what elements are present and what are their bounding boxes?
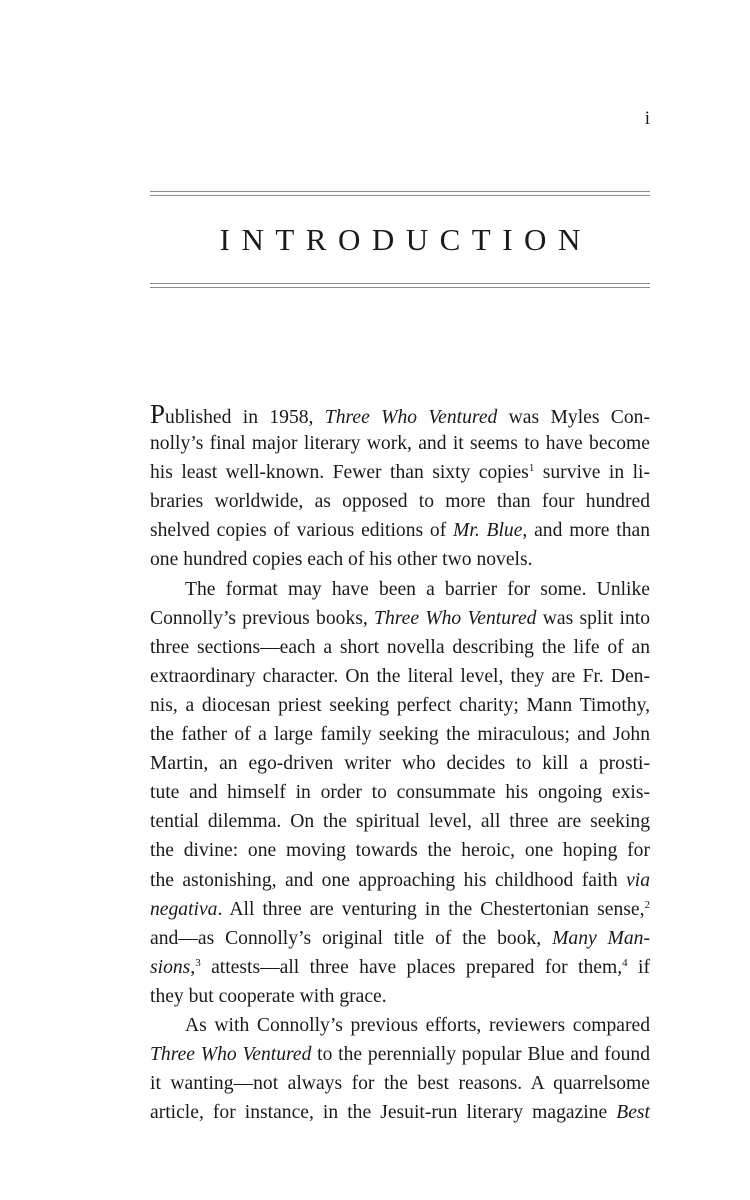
top-rule-inner bbox=[150, 195, 650, 196]
text-line bbox=[150, 1069, 650, 1098]
text-run: article, for instance, in the Jesuit-run literary magazine bbox=[150, 1102, 617, 1124]
text-line bbox=[150, 866, 650, 895]
text-run: Martin, an ego-driven writer who decides to kill a prosti- bbox=[150, 753, 650, 775]
body-text bbox=[150, 400, 650, 1127]
text-run: and—as Connolly’s original title of the book, bbox=[150, 927, 553, 949]
text-line bbox=[150, 633, 650, 662]
footnote-ref: 2 bbox=[644, 898, 650, 911]
text-run: the astonishing, and one approaching his childhood faith bbox=[150, 869, 627, 891]
text-run: nolly’s final major literary work, and it seems to have become bbox=[150, 433, 650, 455]
text-line bbox=[150, 458, 650, 487]
text-run: tute and himself in order to consummate his ongoing exis- bbox=[150, 782, 650, 804]
text-line bbox=[150, 749, 650, 778]
text-line bbox=[150, 400, 650, 429]
text-run: As with Connolly’s previous efforts, reviewers compared bbox=[185, 1014, 650, 1036]
text-line bbox=[150, 778, 650, 807]
text-run: the divine: one moving towards the heroic, one hoping for bbox=[150, 840, 650, 862]
bottom-rule-inner bbox=[150, 283, 650, 284]
text-line bbox=[150, 720, 650, 749]
footnote-ref: 1 bbox=[528, 462, 535, 475]
text-run: shelved copies of various editions of bbox=[150, 520, 454, 542]
bottom-rule-outer bbox=[150, 287, 650, 288]
text-line bbox=[150, 953, 650, 982]
text-run: ublished in 1958, bbox=[165, 407, 325, 428]
text-line bbox=[150, 1098, 650, 1127]
italic-text: Mr. Blue bbox=[453, 520, 523, 542]
text-run: attests—all three have places prepared for them, bbox=[200, 956, 623, 978]
italic-text: Three Who Ventured bbox=[150, 1044, 312, 1066]
footnote-ref: 4 bbox=[622, 956, 628, 969]
text-run: was Myles Con- bbox=[497, 407, 650, 428]
text-run: The format may have been a barrier for some. Unlike bbox=[185, 578, 650, 600]
text-line bbox=[150, 924, 650, 953]
text-run: Connolly’s previous books, bbox=[150, 607, 375, 629]
text-run: if bbox=[627, 956, 650, 978]
text-run: was split into bbox=[536, 607, 650, 629]
text-line bbox=[150, 895, 650, 924]
text-run: extraordinary character. On the literal level, they are Fr. Den- bbox=[150, 665, 650, 687]
text-run: the father of a large family seeking the miraculous; and John bbox=[150, 724, 650, 746]
text-line bbox=[150, 662, 650, 691]
text-line bbox=[150, 545, 650, 574]
text-run: , and more than bbox=[522, 520, 650, 542]
page-number: i bbox=[644, 108, 650, 129]
italic-text: Three Who Ventured bbox=[374, 607, 537, 629]
text-run: it wanting—not always for the best reasons. A quarrelsome bbox=[150, 1073, 650, 1095]
text-run: survive in li- bbox=[534, 462, 650, 484]
chapter-heading: INTRODUCTION bbox=[219, 222, 592, 257]
text-line bbox=[150, 487, 650, 516]
text-line bbox=[150, 982, 650, 1011]
text-run: nis, a diocesan priest seeking perfect charity; Mann Timothy, bbox=[150, 694, 650, 716]
text-line bbox=[150, 691, 650, 720]
footnote-ref: 3 bbox=[195, 956, 201, 969]
text-run: they but cooperate with grace. bbox=[150, 985, 387, 1007]
text-line bbox=[150, 604, 650, 633]
text-run: , bbox=[190, 956, 196, 978]
text-line bbox=[150, 1040, 650, 1069]
italic-text: via bbox=[626, 869, 650, 891]
italic-text: negativa bbox=[150, 898, 218, 920]
top-rule-outer bbox=[150, 191, 650, 192]
text-run: braries worldwide, as opposed to more than four hundred bbox=[150, 491, 650, 513]
text-line bbox=[150, 429, 650, 458]
text-line bbox=[150, 1011, 650, 1040]
italic-text: Many Man- bbox=[552, 927, 651, 949]
text-run: one hundred copies each of his other two novels. bbox=[150, 549, 533, 571]
italic-text: Three Who Ventured bbox=[324, 407, 498, 428]
italic-text: sions bbox=[150, 956, 191, 978]
text-line bbox=[150, 575, 650, 604]
text-run: three sections—each a short novella describing the life of an bbox=[150, 636, 650, 658]
text-line bbox=[150, 836, 650, 865]
drop-cap: P bbox=[150, 399, 166, 429]
italic-text: Best bbox=[616, 1102, 650, 1124]
text-line bbox=[150, 516, 650, 545]
text-run: his least well-known. Fewer than sixty copies bbox=[150, 462, 529, 484]
text-run: tential dilemma. On the spiritual level, all three are seeking bbox=[150, 811, 650, 833]
text-line bbox=[150, 807, 650, 836]
text-run: to the perennially popular Blue and found bbox=[311, 1044, 651, 1066]
text-run: . All three are venturing in the Chestertonian sense, bbox=[217, 898, 645, 920]
